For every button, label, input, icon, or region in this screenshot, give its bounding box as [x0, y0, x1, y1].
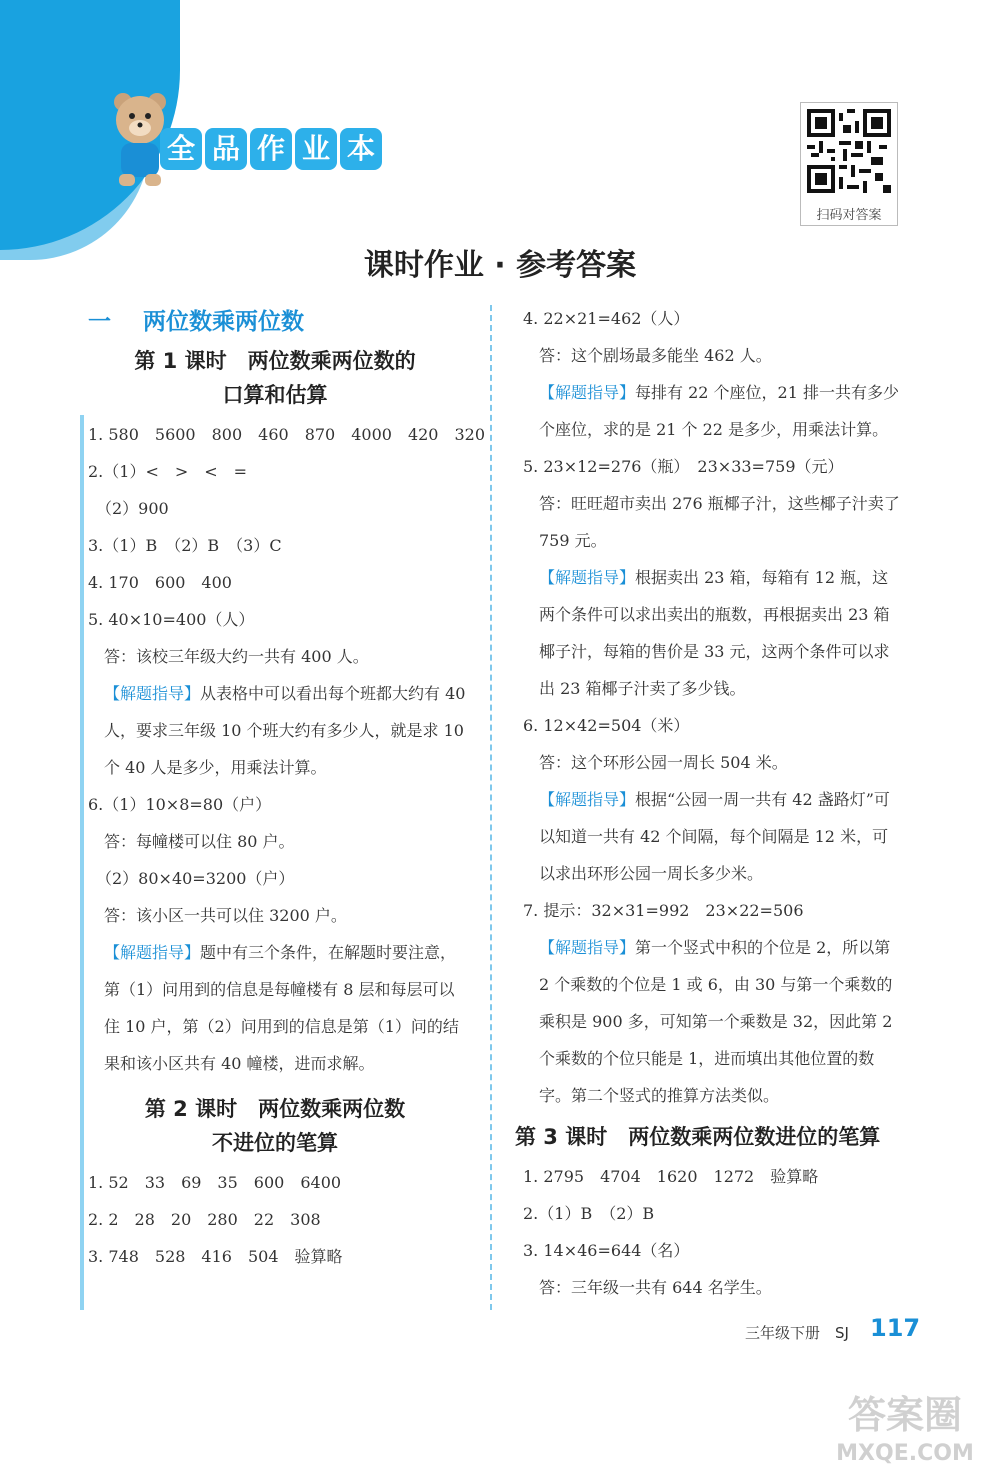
brand-char: 全 — [160, 128, 202, 170]
qr-label: 扫码对答案 — [816, 208, 882, 223]
hint-tag: 【解题指导】 — [104, 943, 201, 962]
answer-line: 答：该小区一共可以住 3200 户。 — [88, 906, 347, 925]
lesson-title: 不进位的笔算 — [212, 1131, 338, 1155]
answer-line: 答：这个剧场最多能坐 462 人。 — [523, 346, 772, 365]
answer-line: 6.（1）10×8=80（户） — [88, 795, 272, 814]
hint-text: 题中有三个条件，在解题时要注意，第（1）问用到的信息是每幢楼有 8 层和每层可以住 10 户，第（2）问用到的信息是第（1）问的结果和该小区共有 40 幢楼，进而求解。 — [104, 943, 459, 1073]
brand-char: 本 — [340, 128, 382, 170]
hint-text: 第一个竖式中积的个位是 2，所以第 2 个乘数的个位是 1 或 6，由 30 与第一个乘数的乘积是 900 多，可知第一个乘数是 32，因此第 2 个乘数的个位只能是 1，进而填出其他位置的数字。第二个竖式的推算方法类似。 — [539, 938, 893, 1105]
unit-number: 一 — [88, 309, 111, 335]
unit-heading — [80, 300, 470, 344]
answer-line: （2）80×40=3200（户） — [88, 869, 295, 888]
answer-line: 答：这个环形公园一周长 504 米。 — [523, 753, 788, 772]
hint-paragraph — [515, 929, 900, 1114]
answer-line: 5. 23×12=276（瓶） 23×33=759（元） — [523, 457, 844, 476]
qr-code-icon — [807, 109, 891, 193]
hint-paragraph — [515, 559, 900, 707]
answer-line: 2. 2 28 20 280 22 308 — [88, 1210, 321, 1229]
hint-tag: 【解题指导】 — [104, 684, 201, 703]
lesson-title: 第 3 课时 两位数乘两位数进位的笔算 — [515, 1125, 881, 1149]
hint-text: 从表格中可以看出每个班都大约有 40 人，要求三年级 10 个班大约有多少人，就是求 10 个 40 人是多少，用乘法计算。 — [104, 684, 466, 777]
watermark — [815, 1390, 995, 1475]
hint-text: 根据卖出 23 箱，每箱有 12 瓶，这两个条件可以求出卖出的瓶数，再根据卖出 23 箱椰子汁，每箱的售价是 33 元，这两个条件可以求出 23 箱椰子汁卖了多少钱。 — [539, 568, 890, 698]
brand-char: 业 — [295, 128, 337, 170]
hint-text: 根据“公园一周一共有 42 盏路灯”可以知道一共有 42 个间隔，每个间隔是 12 米，可以求出环形公园一周长多少米。 — [539, 790, 890, 883]
grade-label: 三年级下册 SJ — [745, 1324, 849, 1342]
watermark-text: 答案圈 — [847, 1393, 962, 1437]
hint-paragraph — [80, 934, 470, 1082]
answer-line: 3. 14×46=644（名） — [523, 1241, 690, 1260]
watermark-url: MXQE.COM — [836, 1441, 974, 1466]
hint-tag: 【解题指导】 — [539, 383, 636, 402]
brand-logo — [160, 128, 382, 172]
answer-line: 4. 22×21=462（人） — [523, 309, 690, 328]
page-title: 课时作业 · 参考答案 — [363, 248, 637, 283]
column-divider — [490, 305, 492, 1310]
hint-paragraph — [515, 781, 900, 892]
answer-line: 6. 12×42=504（米） — [523, 716, 690, 735]
answer-line: 3. 748 528 416 504 验算略 — [88, 1247, 343, 1266]
right-column — [515, 300, 900, 1306]
qr-code-box[interactable] — [800, 102, 898, 226]
left-column — [80, 300, 486, 1275]
answer-paragraph: 答：旺旺超市卖出 276 瓶椰子汁，这些椰子汁卖了 759 元。 — [539, 494, 900, 550]
lesson-title: 口算和估算 — [222, 383, 328, 407]
hint-tag: 【解题指导】 — [539, 938, 636, 957]
answer-line: 1. 2795 4704 1620 1272 验算略 — [523, 1167, 819, 1186]
hint-tag: 【解题指导】 — [539, 568, 636, 587]
answer-line: 3.（1）B （2）B （3）C — [88, 536, 282, 555]
answer-line: 4. 170 600 400 — [88, 573, 232, 592]
brand-char: 作 — [250, 128, 292, 170]
answer-line: 1. 580 5600 800 460 870 4000 420 320 — [88, 425, 486, 444]
answer-line: 2.（1）< > < = — [88, 462, 248, 481]
answer-line: 答：该校三年级大约一共有 400 人。 — [88, 647, 369, 666]
lesson-title: 第 1 课时 两位数乘两位数的 — [134, 349, 416, 373]
brand-char: 品 — [205, 128, 247, 170]
answer-line: 1. 52 33 69 35 600 6400 — [88, 1173, 342, 1192]
hint-tag: 【解题指导】 — [539, 790, 636, 809]
hint-paragraph — [515, 374, 900, 448]
answer-line: 答：每幢楼可以住 80 户。 — [88, 832, 295, 851]
answer-line: （2）900 — [88, 499, 169, 518]
hint-text: 每排有 22 个座位，21 排一共有多少个座位，求的是 21 个 22 是多少，用乘法计算。 — [539, 383, 899, 439]
answer-line: 答：三年级一共有 644 名学生。 — [523, 1278, 772, 1297]
answer-line: 5. 40×10=400（人） — [88, 610, 255, 629]
page-number: 117 — [870, 1314, 921, 1342]
lesson-title: 第 2 课时 两位数乘两位数 — [144, 1097, 406, 1121]
answer-line: 7. 提示：32×31=992 23×22=506 — [523, 901, 804, 920]
hint-paragraph — [80, 675, 470, 786]
answer-line: 2.（1）B （2）B — [523, 1204, 655, 1223]
unit-title: 两位数乘两位数 — [143, 309, 304, 335]
